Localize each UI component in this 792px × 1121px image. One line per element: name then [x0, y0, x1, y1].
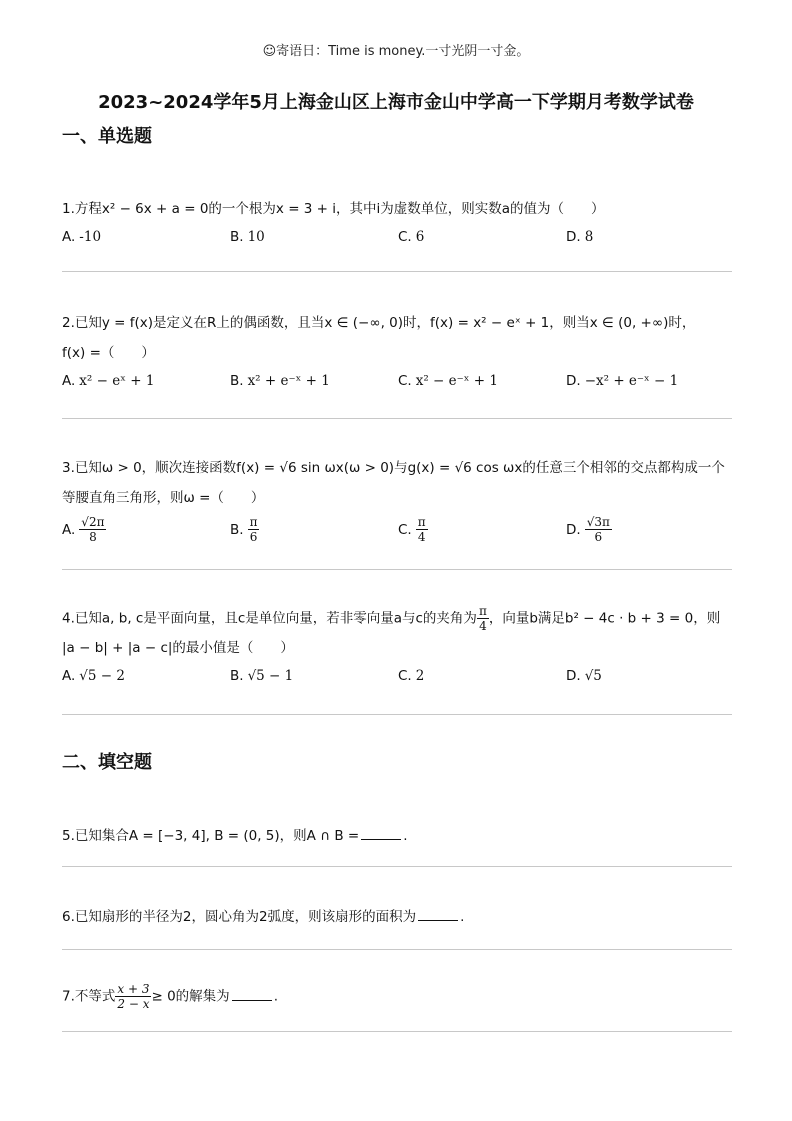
option-c[interactable]: C. $\frac{\pi}{4}$ [398, 515, 426, 544]
question-3 [62, 457, 734, 555]
section-heading-single-choice: 一、单选题 [62, 126, 152, 147]
option-a[interactable]: A. $\frac{√2\pi}{8}$ [62, 515, 105, 544]
option-a[interactable]: A. √5 − 2 [62, 668, 125, 684]
option-b[interactable]: B. 10 [230, 229, 265, 245]
inequality-fraction: $\frac{x + 3}{2 - x}$ [117, 982, 150, 1011]
question-stem-tail: ，向量b满足b² − 4c · b + 3 = 0，则 [488, 610, 721, 627]
question-stem: 已知ω > 0，顺次连接函数f(x) = √6 sin ωx(ω > 0)与g(x) = √6 cos ωx的任意三个相邻的交点都构成一个 [74, 460, 725, 476]
answer-blank[interactable] [232, 986, 272, 1001]
divider [62, 1031, 732, 1032]
question-number: 3. [62, 460, 75, 476]
question-stem-continued: 等腰直角三角形，则ω =（ ） [62, 490, 265, 506]
question-number: 4. [62, 610, 75, 627]
section-heading-fill-in: 二、填空题 [62, 752, 152, 773]
question-6: 6.已知扇形的半径为2，圆心角为2弧度，则该扇形的面积为 . [62, 906, 734, 928]
divider [62, 949, 732, 950]
option-a[interactable]: A. -10 [62, 229, 102, 245]
question-number: 7. [62, 988, 75, 1005]
question-stem: 已知y = f(x)是定义在R上的偶函数，且当x ∈ (−∞, 0)时，f(x) = x² − eˣ + 1，则当x ∈ (0, +∞)时， [74, 315, 696, 331]
question-stem: 已知a, b, c是平面向量，且c是单位向量，若非零向量a与c的夹角为 [74, 610, 477, 627]
option-b[interactable]: B. √5 − 1 [230, 668, 294, 684]
page-title: 2023~2024学年5月上海金山区上海市金山中学高一下学期月考数学试卷 [98, 92, 694, 113]
option-c[interactable]: C. 2 [398, 668, 425, 684]
question-number: 5. [62, 828, 75, 844]
option-a[interactable]: A. x² − eˣ + 1 [62, 373, 155, 389]
option-d[interactable]: D. −x² + e⁻ˣ − 1 [566, 373, 679, 389]
question-4 [62, 604, 734, 691]
option-d[interactable]: D. 8 [566, 229, 594, 245]
question-1 [62, 198, 734, 252]
divider [62, 866, 732, 867]
option-d[interactable]: D. $\frac{√3\pi}{6}$ [566, 515, 610, 544]
answer-blank[interactable] [361, 825, 401, 840]
stem-fraction: $\frac{\pi}{4}$ [478, 604, 487, 633]
question-2 [62, 312, 734, 396]
question-stem: 不等式 [74, 988, 116, 1005]
question-stem-continued: f(x) =（ ） [62, 345, 155, 361]
divider [62, 569, 732, 570]
option-b[interactable]: B. x² + e⁻ˣ + 1 [230, 373, 330, 389]
option-b[interactable]: B. $\frac{\pi}{6}$ [230, 515, 258, 544]
question-number: 1. [62, 201, 75, 217]
option-c[interactable]: C. 6 [398, 229, 425, 245]
motto-line: ☺寄语日：Time is money.一寸光阴一寸金。 [262, 44, 530, 59]
question-stem: 已知集合A = [−3, 4], B = (0, 5)，则A ∩ B = [74, 828, 360, 844]
question-5: 5.已知集合A = [−3, 4], B = (0, 5)，则A ∩ B = . [62, 825, 734, 847]
question-number: 2. [62, 315, 75, 331]
question-stem: 方程x² − 6x + a = 0的一个根为x = 3 + i，其中i为虚数单位，则实数a的值为（ ） [74, 201, 605, 217]
divider [62, 271, 732, 272]
divider [62, 714, 732, 715]
question-stem: 已知扇形的半径为2，圆心角为2弧度，则该扇形的面积为 [74, 909, 417, 925]
option-c[interactable]: C. x² − e⁻ˣ + 1 [398, 373, 498, 389]
question-number: 6. [62, 909, 75, 925]
question-stem-continued: |a − b| + |a − c|的最小值是（ ） [62, 640, 294, 656]
question-stem-tail: ≥ 0的解集为 [151, 988, 230, 1005]
option-d[interactable]: D. √5 [566, 668, 602, 684]
answer-blank[interactable] [418, 906, 458, 921]
divider [62, 418, 732, 419]
question-7: 7.不等式 $\frac{x + 3}{2 - x}$ ≥ 0的解集为 . [62, 982, 278, 1011]
